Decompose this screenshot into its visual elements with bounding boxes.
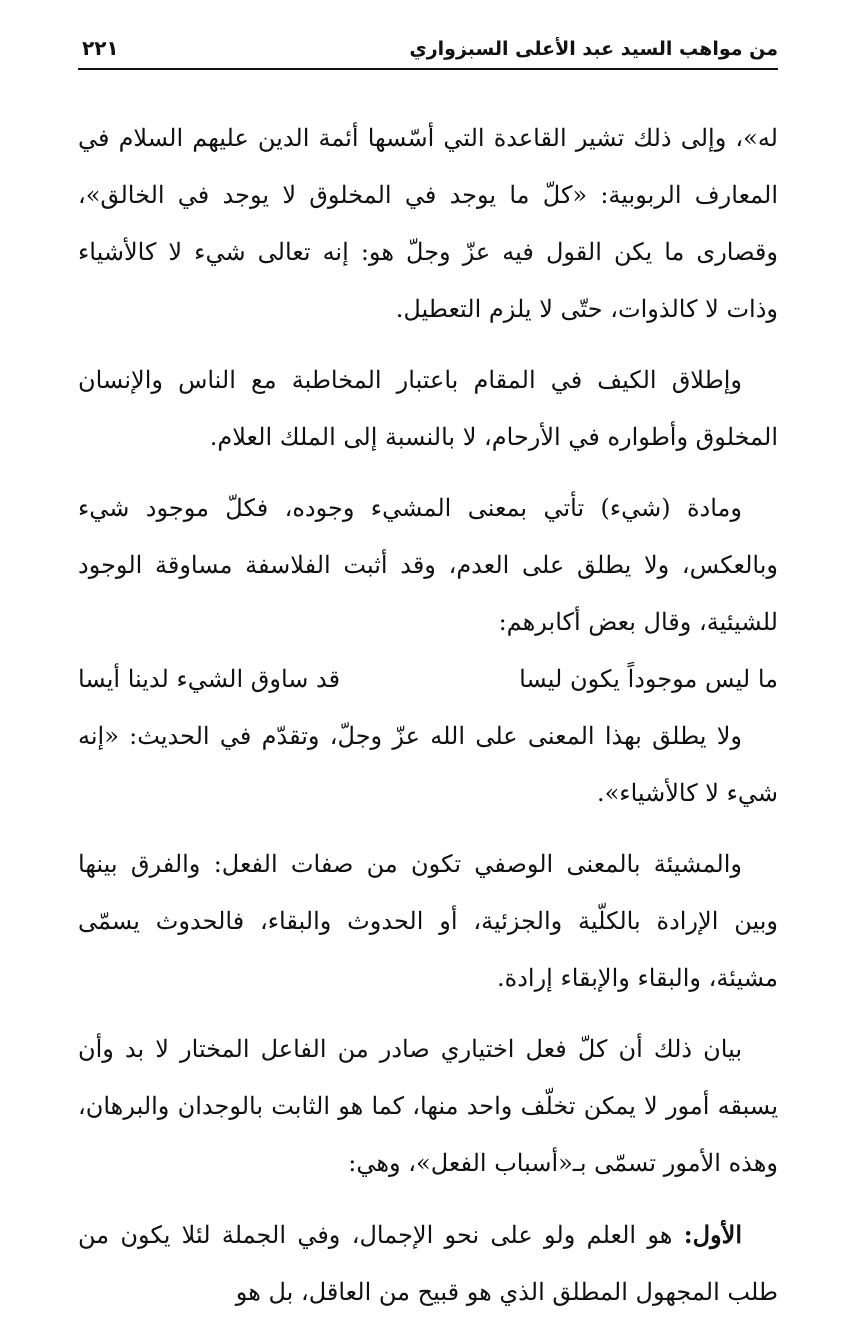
paragraph: والمشيئة بالمعنى الوصفي تكون من صفات الفعل: والفرق بينها وبين الإرادة بالكلّية والجزئية، أو الحدوث والبقاء، فالحدوث يسمّى مشيئة، والبقاء والإبقاء إرادة. xyxy=(78,850,778,992)
poetry-verse xyxy=(78,651,778,708)
paragraph-lead: الأول: xyxy=(683,1220,742,1249)
paragraph-text: هو العلم ولو على نحو الإجمال، وفي الجملة لئلا يكون من طلب المجهول المطلق الذي هو قبيح من العاقل، بل هو xyxy=(78,1221,778,1306)
running-header xyxy=(78,28,778,70)
verse-first-hemistich: قد ساوق الشيء لدينا أيسا xyxy=(78,665,341,693)
verse-second-hemistich: ما ليس موجوداً يكون ليسا xyxy=(519,665,778,693)
paragraph xyxy=(78,1206,778,1321)
page-number: ٢٢١ xyxy=(82,36,119,60)
book-title: من مواهب السيد عبد الأعلى السبزواري xyxy=(409,38,778,60)
paragraph: ومادة (شيء) تأتي بمعنى المشيء وجوده، فكلّ موجود شيء وبالعكس، ولا يطلق على العدم، وقد أثبت الفلاسفة مساوقة الوجود للشيئية، وقال بعض أكابرهم: xyxy=(78,494,778,636)
paragraph: وإطلاق الكيف في المقام باعتبار المخاطبة مع الناس والإنسان المخلوق وأطواره في الأرحام، لا بالنسبة إلى الملك العلام. xyxy=(78,366,778,451)
paragraph: ولا يطلق بهذا المعنى على الله عزّ وجلّ، وتقدّم في الحديث: «إنه شيء لا كالأشياء». xyxy=(78,722,778,807)
book-page xyxy=(78,0,778,1306)
paragraph: له»، وإلى ذلك تشير القاعدة التي أسّسها أئمة الدين عليهم السلام في المعارف الربوبية: «كلّ ما يوجد في المخلوق لا يوجد في الخالق»، وقصارى ما يكن القول فيه عزّ وجلّ هو: إنه تعالى شيء لا كالأشياء وذات لا كالذوات، حتّى لا يلزم التعطيل. xyxy=(78,124,778,323)
paragraph: بيان ذلك أن كلّ فعل اختياري صادر من الفاعل المختار لا بد وأن يسبقه أمور لا يمكن تخلّف واحد منها، كما هو الثابت بالوجدان والبرهان، وهذه الأمور تسمّى بـ«أسباب الفعل»، وهي: xyxy=(78,1035,778,1177)
page-body xyxy=(78,110,778,1335)
